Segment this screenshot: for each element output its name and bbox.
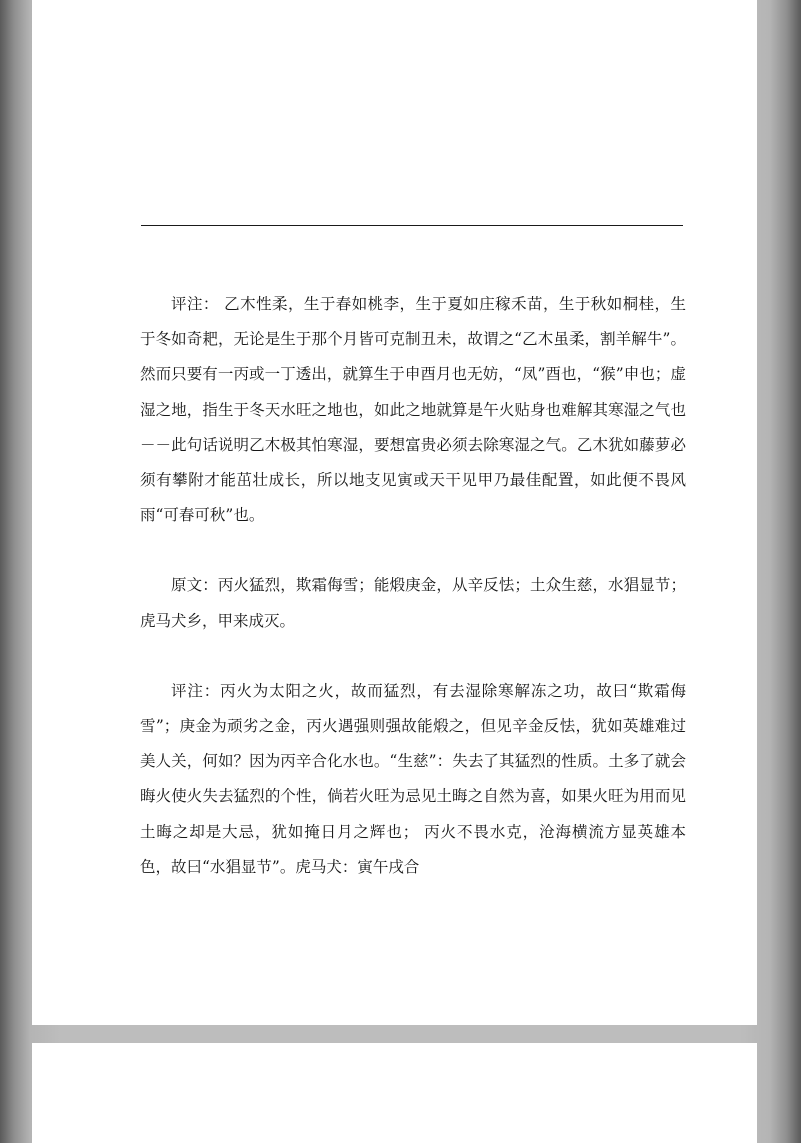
- page-body: [140, 287, 686, 885]
- commentary-paragraph-bing-fire: 评注：丙火为太阳之火，故而猛烈，有去湿除寒解冻之功，故曰“欺霜侮雪”；庚金为顽劣之金，丙火遇强则强故能煅之，但见辛金反怯，犹如英雄难过美人关，何如？因为丙辛合化水也。“生慈”：失去了其猛烈的性质。土多了就会晦火使火失去猛烈的个性，倘若火旺为忌见土晦之自然为喜，如果火旺为用而见土晦之却是大忌，犹如掩日月之辉也； 丙火不畏水克，沧海横流方显英雄本色，故曰“水猖显节”。虎马犬：寅午戌合: [140, 681, 686, 876]
- document-page: [32, 0, 757, 1025]
- original-text-paragraph-bing-fire: 原文：丙火猛烈，欺霜侮雪；能煅庚金，从辛反怯；土众生慈，水猖显节；虎马犬乡，甲来成灭。: [140, 576, 686, 630]
- commentary-paragraph-yi-wood: 评注： 乙木性柔，生于春如桃李，生于夏如庄稼禾苗，生于秋如桐桂，生于冬如奇耙，无论是生于那个月皆可克制丑未，故谓之“乙木虽柔，割羊解牛”。然而只要有一丙或一丁透出，就算生于申酉月也无妨，“凤”酉也，“猴”申也；虚湿之地，指生于冬天水旺之地也，如此之地就算是午火贴身也难解其寒湿之气也－－此句话说明乙木极其怕寒湿，要想富贵必须去除寒湿之气。乙木犹如藤萝必须有攀附才能茁壮成长，所以地支见寅或天干见甲乃最佳配置，如此便不畏风雨“可春可秋”也。: [140, 295, 686, 525]
- header-divider: [141, 225, 683, 226]
- next-document-page: [32, 1043, 757, 1143]
